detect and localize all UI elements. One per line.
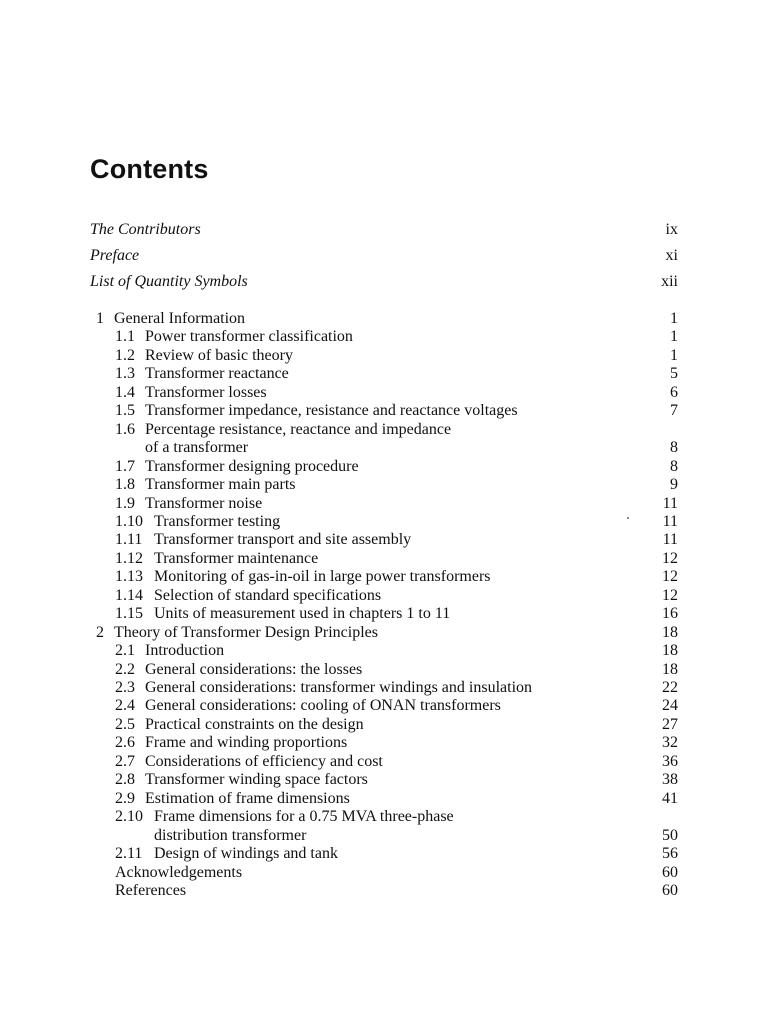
chapter-entry[interactable]: [96, 624, 378, 642]
section-title-continuation: of a transformer: [145, 439, 249, 457]
page-number: 22: [662, 679, 678, 696]
section-title: Transformer impedance, resistance and reactance voltages: [145, 402, 518, 420]
section-title: Frame dimensions for a 0.75 MVA three-phase: [154, 808, 454, 826]
front-matter-entry[interactable]: [90, 273, 248, 291]
section-entry[interactable]: [115, 753, 383, 771]
page-number: 36: [662, 752, 678, 770]
section-number: 2.5: [115, 715, 135, 733]
section-entry[interactable]: [115, 661, 362, 679]
section-title: Transformer testing: [154, 512, 281, 530]
section-entry[interactable]: [115, 476, 296, 494]
page-number: 1: [670, 346, 678, 364]
section-title: Transformer maintenance: [154, 549, 319, 567]
section-entry[interactable]: [115, 347, 293, 365]
page-number: 8: [670, 439, 678, 457]
chapter-number: 2: [96, 623, 104, 641]
section-entry[interactable]: [115, 808, 454, 826]
section-entry[interactable]: [115, 587, 381, 605]
section-number: 1.1: [115, 328, 135, 346]
section-entry[interactable]: [115, 384, 267, 402]
section-number: 2.11: [115, 845, 143, 863]
section-title: Practical constraints on the design: [145, 715, 364, 733]
section-title-continuation: distribution transformer: [154, 826, 307, 844]
section-title: Units of measurement used in chapters 1 to 11: [154, 605, 451, 623]
section-title: Transformer transport and site assembly: [154, 531, 412, 549]
section-title: Transformer losses: [145, 383, 267, 401]
page-number: 24: [662, 697, 678, 715]
section-number: 2.8: [115, 771, 135, 789]
section-number: 2.9: [115, 789, 135, 807]
section-entry[interactable]: [115, 790, 350, 808]
page-number: 8: [670, 457, 678, 475]
page-number: 18: [662, 642, 678, 660]
section-entry[interactable]: [115, 845, 338, 863]
section-number: 1.2: [115, 346, 135, 364]
section-entry-continuation[interactable]: [154, 827, 306, 845]
page-number: 1: [670, 328, 678, 346]
section-entry[interactable]: [115, 458, 359, 476]
section-number: 2.4: [115, 697, 135, 715]
section-number: 1.11: [115, 531, 143, 549]
section-title: Transformer main parts: [145, 476, 296, 494]
section-number: 2.3: [115, 679, 135, 696]
section-title: General considerations: transformer windings and insulation: [145, 679, 533, 696]
page-number: 16: [662, 605, 678, 623]
section-number: 2.1: [115, 642, 135, 660]
section-number: 1.9: [115, 494, 135, 512]
section-entry[interactable]: [115, 495, 262, 513]
section-number: 2.10: [115, 808, 143, 826]
page-number: 38: [662, 771, 678, 789]
page-number: 41: [662, 789, 678, 807]
section-number: 1.14: [115, 586, 143, 604]
page-number: 11: [662, 494, 678, 512]
section-entry[interactable]: [115, 605, 450, 623]
page-number: 11: [662, 531, 678, 549]
section-entry[interactable]: [115, 697, 501, 715]
section-number: 2.6: [115, 734, 135, 752]
page-number: 50: [662, 826, 678, 844]
section-number: 1.8: [115, 476, 135, 494]
section-entry[interactable]: [115, 531, 411, 549]
chapter-entry[interactable]: [96, 310, 245, 328]
section-title: Review of basic theory: [145, 346, 293, 364]
page-number: 27: [662, 715, 678, 733]
section-entry[interactable]: [115, 568, 491, 586]
section-title: Transformer reactance: [145, 365, 289, 383]
section-entry[interactable]: [115, 550, 318, 568]
chapter-number: 1: [96, 310, 104, 327]
section-entry[interactable]: [115, 328, 353, 346]
section-number: 1.10: [115, 512, 143, 530]
section-title: Considerations of efficiency and cost: [145, 752, 383, 770]
page-number: 6: [670, 383, 678, 401]
page-number: 18: [662, 623, 678, 641]
page-number: 5: [670, 365, 678, 383]
section-entry[interactable]: [115, 734, 347, 752]
page-number: ix: [665, 221, 678, 238]
section-number: 1.6: [115, 420, 135, 438]
page-number: 56: [662, 845, 678, 863]
page-number: 12: [662, 568, 678, 586]
page-number: 1: [670, 310, 678, 327]
section-entry[interactable]: [115, 513, 280, 531]
page-number: 12: [662, 586, 678, 604]
section-number: 1.7: [115, 457, 135, 475]
front-matter-entry[interactable]: [90, 247, 139, 265]
front-matter-title: List of Quantity Symbols: [90, 273, 248, 290]
page-number: xi: [665, 247, 678, 264]
section-entry[interactable]: [115, 716, 364, 734]
page-number: 12: [662, 549, 678, 567]
section-entry[interactable]: [115, 421, 451, 439]
section-entry-continuation[interactable]: [145, 439, 248, 457]
front-matter-title: Preface: [90, 247, 140, 264]
front-matter-entry[interactable]: [90, 221, 201, 239]
page-number: 32: [662, 734, 678, 752]
section-title: Transformer designing procedure: [145, 457, 359, 475]
section-number: 1.12: [115, 549, 143, 567]
section-title: Selection of standard specifications: [154, 586, 382, 604]
section-entry[interactable]: [115, 864, 242, 882]
section-title: Frame and winding proportions: [145, 734, 348, 752]
section-number: 2.2: [115, 660, 135, 678]
print-speck: [627, 517, 629, 519]
page-number: 18: [662, 660, 678, 678]
page-number: 60: [662, 881, 678, 899]
section-title: Transformer noise: [145, 494, 263, 512]
section-entry[interactable]: [115, 771, 368, 789]
section-title: Estimation of frame dimensions: [145, 789, 350, 807]
section-entry[interactable]: [115, 365, 289, 383]
section-number: 1.5: [115, 402, 135, 420]
section-title: Percentage resistance, reactance and impedance: [145, 420, 452, 438]
section-title: General considerations: the losses: [145, 660, 363, 678]
section-title: References: [115, 881, 187, 899]
section-number: 1.15: [115, 605, 143, 623]
section-title: Transformer winding space factors: [145, 771, 368, 789]
section-number: 1.4: [115, 383, 135, 401]
section-title: Monitoring of gas-in-oil in large power transformers: [154, 568, 491, 586]
section-entry[interactable]: [115, 402, 518, 420]
chapter-title: General Information: [114, 310, 246, 327]
chapter-title: Theory of Transformer Design Principles: [114, 623, 378, 641]
page-number: 11: [662, 512, 678, 530]
section-entry[interactable]: [115, 642, 224, 660]
section-title: Acknowledgements: [115, 863, 243, 881]
section-title: Introduction: [145, 642, 225, 660]
section-title: Power transformer classification: [145, 328, 353, 346]
page-number: 9: [670, 476, 678, 494]
section-number: 2.7: [115, 752, 135, 770]
front-matter-title: The Contributors: [90, 221, 201, 238]
section-entry[interactable]: [115, 679, 532, 697]
section-title: General considerations: cooling of ONAN transformers: [145, 697, 501, 715]
page-number: xii: [661, 273, 678, 290]
section-number: 1.13: [115, 568, 143, 586]
page-title: Contents: [90, 154, 209, 184]
page-number: 60: [662, 863, 678, 881]
section-title: Design of windings and tank: [154, 845, 338, 863]
section-number: 1.3: [115, 365, 135, 383]
section-entry[interactable]: [115, 882, 186, 900]
page-number: 7: [670, 402, 678, 420]
